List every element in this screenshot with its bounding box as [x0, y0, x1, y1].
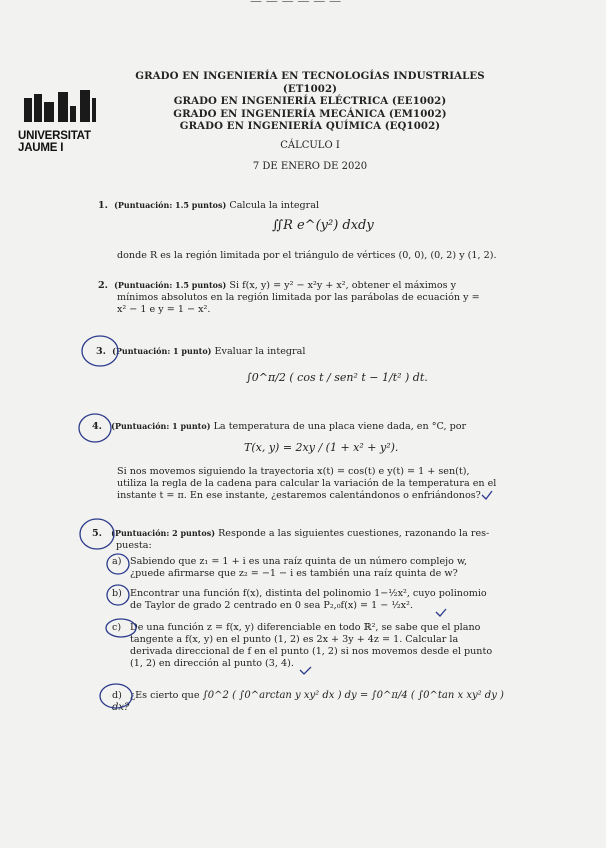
circle-5b-icon	[107, 585, 129, 605]
question-5d-text: ¿Es cierto que	[130, 690, 200, 701]
circle-question-4-icon	[79, 414, 111, 442]
circle-5c-icon	[106, 619, 136, 637]
question-4-number: 4.	[92, 421, 103, 432]
question-5-number: 5.	[92, 528, 103, 539]
question-3-number: 3.	[96, 346, 107, 357]
exam-date: 7 DE ENERO DE 2020	[252, 161, 368, 172]
question-2-line-1: Si f(x, y) = y² − x²y + x², obtener el máximos y	[229, 280, 457, 291]
question-1-text: Calcula la integral	[229, 200, 320, 211]
degree-2: GRADO EN INGENIERÍA ELÉCTRICA (EE1002)	[173, 95, 447, 108]
question-2-number: 2.	[98, 280, 109, 291]
question-5b-line-1: Encontrar una función f(x), distinta del polinomio 1−½x², cuyo polinomio	[130, 588, 487, 599]
question-5-text: Responde a las siguientes cuestiones, razonando la res-	[218, 528, 490, 539]
question-3-formula: ∫0^π/2 ( cos t / sen² t − 1/t² ) dt.	[246, 371, 428, 384]
question-5b-line-2: de Taylor de grado 2 centrado en 0 sea P₂,₀f(x) = 1 − ½x².	[130, 600, 413, 611]
question-3-points: (Puntuación: 1 punto)	[112, 346, 212, 356]
question-5c-line-2: tangente a f(x, y) en el punto (1, 2) es 2x + 3y + 4z = 1. Calcular la	[130, 634, 459, 645]
question-2-line-2: mínimos absolutos en la región limitada por las parábolas de ecuación y =	[117, 292, 480, 303]
question-1-points: (Puntuación: 1.5 puntos)	[114, 200, 227, 210]
question-4-points: (Puntuación: 1 punto)	[111, 421, 211, 431]
question-5a-line-1: Sabiendo que z₁ = 1 + i es una raíz quinta de un número complejo w,	[130, 556, 468, 567]
check-mark-5b-icon	[436, 609, 446, 616]
question-5c-line-4: (1, 2) en dirección al punto (3, 4).	[130, 658, 294, 669]
circle-5a-icon	[107, 554, 129, 574]
degree-4: GRADO EN INGENIERÍA QUÍMICA (EQ1002)	[179, 120, 441, 133]
question-5c-label: c)	[112, 622, 122, 633]
course-title: CÁLCULO I	[280, 140, 340, 151]
page-top-fragment: — — — — — —	[250, 0, 342, 8]
question-4-formula: T(x, y) = 2xy / (1 + x² + y²).	[244, 441, 399, 454]
degree-3: GRADO EN INGENIERÍA MECÁNICA (EM1002)	[173, 107, 447, 120]
question-1-number: 1.	[98, 200, 109, 211]
question-5d-formula: ∫0^2 ( ∫0^arctan y xy² dx ) dy = ∫0^π/4 ( ∫0^tan x xy² dy ) dx?	[112, 690, 504, 713]
logo-line-1: UNIVERSITAT	[18, 130, 91, 142]
question-5d-label: d)	[112, 690, 122, 701]
question-4-line-1: Si nos movemos siguiendo la trayectoria x(t) = cos(t) e y(t) = 1 + sen(t),	[117, 466, 470, 477]
question-5a-label: a)	[112, 556, 122, 567]
question-1-region: donde R es la región limitada por el triángulo de vértices (0, 0), (0, 2) y (1, 2).	[117, 250, 497, 261]
circle-question-5-icon	[80, 519, 114, 549]
degree-1-code: (ET1002)	[282, 82, 338, 95]
question-5c-line-3: derivada direccional de f en el punto (1, 2) si nos movemos desde el punto	[130, 646, 493, 657]
circle-5d-icon	[100, 684, 132, 708]
question-5-text-2: puesta:	[116, 540, 152, 551]
question-2-points: (Puntuación: 1.5 puntos)	[114, 280, 227, 290]
question-4-line-3: instante t = π. En ese instante, ¿estaremos calentándonos o enfriándonos?	[117, 490, 481, 501]
question-4-line-2: utiliza la regla de la cadena para calcular la variación de la temperatura en el	[117, 478, 497, 489]
check-mark-5c-icon	[300, 667, 311, 674]
question-2-line-3: x² − 1 e y = 1 − x².	[117, 304, 211, 315]
degree-1: GRADO EN INGENIERÍA EN TECNOLOGÍAS INDUSTRIALES	[135, 70, 485, 82]
check-mark-q4-icon	[482, 491, 492, 499]
question-4-text: La temperatura de una placa viene dada, en °C, por	[213, 421, 467, 432]
question-5c-line-1: De una función z = f(x, y) diferenciable en todo ℝ², se sabe que el plano	[130, 622, 481, 633]
question-5b-label: b)	[112, 588, 122, 599]
question-1-formula: ∬R e^(y²) dxdy	[272, 218, 374, 233]
circle-question-3-icon	[82, 336, 118, 366]
logo-line-2: JAUME I	[18, 142, 64, 154]
question-5a-line-2: ¿puede afirmarse que z₂ = −1 − i es también una raíz quinta de w?	[130, 568, 458, 579]
question-5-points: (Puntuación: 2 puntos)	[111, 528, 215, 538]
question-3-text: Evaluar la integral	[214, 346, 306, 357]
